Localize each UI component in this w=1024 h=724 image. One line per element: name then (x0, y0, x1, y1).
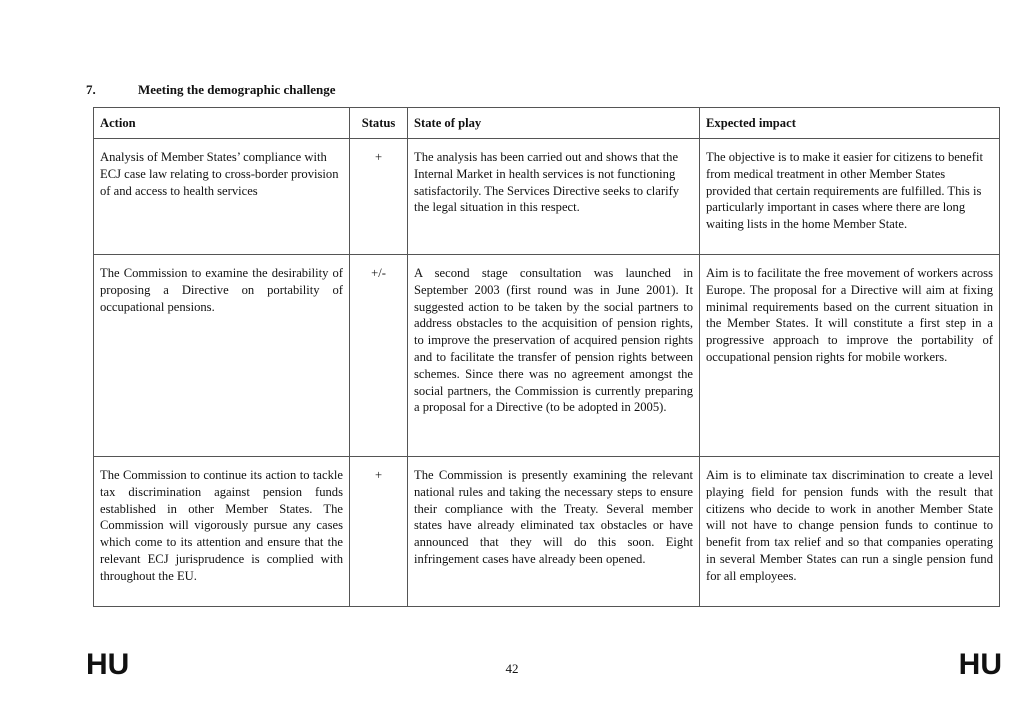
section-number: 7. (86, 82, 96, 97)
header-state-of-play: State of play (408, 108, 700, 139)
expected-impact-cell: Aim is to eliminate tax discrimination to create a level playing field for pension funds with the result that citizens who decide to work in another Member State will not have to change pension funds to continue to benefit from tax relief and so that companies operating in several Member States can run a single pension fund for all employees. (700, 457, 1000, 607)
section-heading (86, 82, 336, 98)
header-status: Status (350, 108, 408, 139)
table-header-row (94, 108, 1000, 139)
table-row (94, 255, 1000, 457)
table-row (94, 139, 1000, 255)
action-cell: The Commission to examine the desirability of proposing a Directive on portability of occupational pensions. (94, 255, 350, 457)
expected-impact-cell: The objective is to make it easier for citizens to benefit from medical treatment in other Member States provided that certain requirements are fulfilled. This is particularly important in cases where there are long waiting lists in the home Member State. (700, 139, 1000, 255)
action-table (93, 107, 1000, 607)
footer-language-code-right: HU (958, 648, 1002, 681)
state-of-play-cell: The analysis has been carried out and shows that the Internal Market in health services is not functioning satisfactorily. The Services Directive seeks to clarify the legal situation in this respect. (408, 139, 700, 255)
action-cell: Analysis of Member States’ compliance with ECJ case law relating to cross-border provision of and access to health services (94, 139, 350, 255)
section-title: Meeting the demographic challenge (138, 82, 336, 97)
footer-language-code-left: HU (86, 648, 130, 681)
state-of-play-cell: A second stage consultation was launched in September 2003 (first round was in June 2001). It suggested action to be taken by the social partners to address obstacles to the acquisition of pension rights, to improve the preservation of acquired pension rights and to facilitate the transfer of pension rights between schemes. Since there was no agreement amongst the social partners, the Commission is currently preparing a proposal for a Directive (to be adopted in 2005). (408, 255, 700, 457)
status-cell: + (350, 457, 408, 607)
header-action: Action (94, 108, 350, 139)
action-cell: The Commission to continue its action to tackle tax discrimination against pension funds established in other Member States. The Commission will vigorously pursue any cases which come to its attention and ensure that the relevant ECJ jurisprudence is complied with throughout the EU. (94, 457, 350, 607)
status-cell: + (350, 139, 408, 255)
state-of-play-cell: The Commission is presently examining the relevant national rules and taking the necessary steps to ensure their compliance with the Treaty. Several member states have already eliminated tax obstacles or have announced that they will do this soon. Eight infringement cases have already been opened. (408, 457, 700, 607)
table-row (94, 457, 1000, 607)
page-number: 42 (505, 661, 519, 676)
expected-impact-cell: Aim is to facilitate the free movement of workers across Europe. The proposal for a Directive will aim at fixing minimal requirements based on the current situation in the Member States. It will constitute a first step in a progressive approach to improve the portability of occupational pension rights for mobile workers. (700, 255, 1000, 457)
header-expected-impact: Expected impact (700, 108, 1000, 139)
status-cell: +/- (350, 255, 408, 457)
